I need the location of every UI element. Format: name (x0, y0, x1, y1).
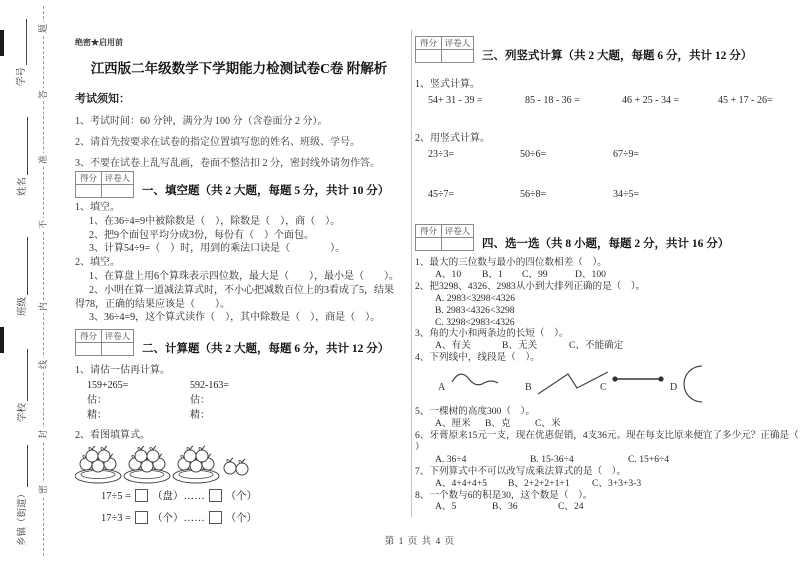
right-column (415, 0, 799, 513)
class-blank (18, 237, 28, 295)
option: B、2+2+2+1+1 (508, 477, 570, 489)
score-value-cell (416, 50, 442, 63)
choice-question: 4、下列线中，线段是（ ）。 (415, 352, 540, 364)
option: A、有关 (435, 340, 471, 352)
option: C、米 (535, 418, 561, 430)
seal-char: 线 (38, 360, 48, 370)
choice-options (415, 454, 787, 466)
score-box (75, 171, 134, 198)
score-box (415, 224, 474, 251)
option: A、5 (435, 501, 457, 513)
option: A. 36÷4 (435, 453, 467, 465)
question-label: 1、请估一估再计算。 (75, 365, 170, 377)
option: A、4+4+4+5 (435, 477, 487, 489)
score-box (415, 36, 474, 63)
student-id-label: 学号 (17, 66, 27, 86)
fill-item: 2、把9个面包平均分成3份，每份有（ ）个面包。 (89, 229, 314, 241)
section3-header-row (415, 36, 787, 63)
remainder-dots: …… (183, 513, 205, 525)
left-column (75, 0, 403, 529)
choice-question: 2、把3298、4326、2983从小到大排列正确的是（ ）。 (415, 280, 646, 292)
grader-label-cell: 评卷人 (442, 37, 474, 50)
township-label: 乡镇（街道） (18, 488, 28, 546)
unit-label: （个） (225, 491, 258, 503)
expression: 56÷8= (520, 189, 547, 200)
grader-label-cell: 评卷人 (102, 330, 134, 343)
notice-item: 1、考试时间：60 分钟，满分为 100 分（含卷面分 2 分）。 (75, 116, 328, 127)
segment-endpoint (612, 377, 617, 382)
zigzag-line (538, 372, 608, 394)
segment-endpoint (658, 377, 663, 382)
unit-label: （盘） (152, 491, 184, 503)
equation-lhs: 17÷3 = (101, 513, 132, 525)
township-field (14, 440, 28, 546)
vertical-calc-row (415, 95, 787, 106)
registration-mark (0, 327, 4, 353)
school-blank (18, 349, 28, 401)
question-label: 2、看图填算式。 (75, 430, 150, 442)
choice-question: 6、牙膏原来15元一支，现在优惠促销，4支36元。现在每支比原来便宜了多少元？正确是（ (415, 429, 799, 441)
option: B. 2983<4326<3298 (435, 304, 515, 316)
score-value-cell (416, 238, 442, 251)
unit-label: （个） (152, 513, 184, 525)
calc-column (87, 378, 190, 423)
score-label-cell: 得分 (416, 225, 442, 238)
school-label: 学校 (18, 402, 28, 422)
score-label-cell: 得分 (76, 330, 102, 343)
answer-box (209, 489, 222, 502)
column-divider (411, 30, 412, 517)
division-equation-2 (101, 510, 403, 529)
division-equation-1 (101, 488, 403, 507)
choice-options (415, 269, 787, 281)
score-label-cell: 得分 (416, 37, 442, 50)
expression: 45÷7= (428, 189, 455, 200)
exam-notice-heading: 考试须知： (75, 93, 130, 105)
class-field (14, 232, 28, 316)
seal-char: 答 (38, 90, 48, 100)
expression: 592-163= (190, 380, 229, 392)
class-label: 班级 (18, 296, 28, 316)
fill-item: 3、36÷4=9，这个算式读作（ ），其中除数是（ ），商是（ ）。 (89, 312, 381, 324)
option: B、36 (492, 501, 518, 513)
page-title: 江西版二年级数学下学期能力检测试卷C卷 附解析 (90, 61, 388, 76)
choice-options (415, 501, 787, 513)
option: C. 3298<2983<4326 (435, 316, 515, 328)
option: A. 2983<3298<4326 (435, 292, 516, 304)
score-label-cell: 得分 (76, 172, 102, 185)
option: C、不能确定 (569, 340, 624, 352)
question-label: 1、填空。 (75, 202, 120, 213)
equation-lhs: 17÷5 = (101, 491, 132, 503)
multiple-choice-block (415, 257, 799, 513)
division-calc-row (415, 149, 787, 160)
unit-label: （个） (225, 513, 258, 525)
fruit-plates-figure (75, 443, 325, 485)
expression: 50÷6= (520, 149, 547, 160)
option: B、克 (485, 418, 511, 430)
option: B、无关 (502, 340, 538, 352)
figure-label: B (525, 382, 532, 394)
expression: 85 - 18 - 36 = (525, 95, 580, 106)
section4-heading: 四、选一选（共 8 小题，每题 2 分，共计 16 分） (482, 238, 730, 250)
grader-value-cell (102, 185, 134, 198)
choice-question: 3、角的大小和两条边的长短（ ）。 (415, 328, 569, 340)
option: A、厘米 (435, 418, 471, 430)
option: C、3+3+3-3 (592, 477, 642, 489)
student-name-label: 姓名 (18, 176, 28, 196)
option: C、99 (522, 268, 548, 280)
choice-question: 1、最大的三位数与最小的四位数相差（ ）。 (415, 257, 607, 268)
section3-heading: 三、列竖式计算（共 2 大题，每题 6 分，共计 12 分） (482, 50, 753, 62)
seal-char: 不 (38, 220, 48, 230)
student-id-field (13, 16, 27, 86)
calc-column (190, 378, 229, 423)
seal-char: 密 (38, 485, 48, 495)
score-box (75, 329, 134, 356)
seal-char: 内 (38, 302, 48, 312)
choice-question: 5、一棵树的高度300（ ）。 (415, 406, 535, 418)
expression: 54+ 31 - 39 = (428, 95, 483, 106)
section4-header-row (415, 224, 787, 251)
classification-banner: 绝密★启用前 (75, 38, 123, 47)
school-field (14, 344, 28, 422)
section2-header-row (75, 329, 403, 356)
figure-label: A (438, 382, 446, 394)
answer-box (209, 511, 222, 524)
answer-box (135, 511, 148, 524)
choice-question: 8、一个数与6的积是30，这个数是（ ）。 (415, 489, 593, 501)
question-label: 2、填空。 (75, 257, 120, 269)
section1-header-row (75, 171, 403, 198)
grader-value-cell (442, 238, 474, 251)
section2-heading: 二、计算题（共 2 大题，每题 6 分，共计 12 分） (142, 343, 390, 356)
question-label: 1、竖式计算。 (415, 79, 480, 90)
page-number: 第 1 页 共 4 页 (384, 537, 456, 547)
figure-label: D (670, 382, 678, 394)
line-types-figure (430, 364, 730, 406)
expression: 67÷9= (613, 149, 640, 160)
score-value-cell (76, 185, 102, 198)
answer-box (135, 489, 148, 502)
option: C. 15+6÷4 (628, 453, 670, 465)
choice-options (415, 418, 787, 430)
fill-item: 3、计算54÷9=（ ）时，用到的乘法口诀是（ ）。 (89, 243, 346, 255)
fill-item: 1、在算盘上用6个算珠表示四位数，最大是（ ），最小是（ ）。 (89, 270, 399, 282)
student-name-blank (18, 117, 28, 175)
grader-value-cell (102, 343, 134, 356)
expression: 45 + 17 - 26= (718, 95, 773, 106)
fill-in-questions (75, 201, 403, 325)
choice-question-continuation: ） (415, 441, 425, 453)
estimate-label: 估： (190, 395, 210, 407)
section1-heading: 一、填空题（共 2 大题，每题 5 分，共计 10 分） (142, 185, 390, 197)
option: A、10 (435, 268, 462, 280)
option: B. 15-36÷4 (530, 453, 574, 465)
grader-label-cell: 评卷人 (442, 225, 474, 238)
estimate-calc-grid (87, 378, 403, 423)
choice-options (415, 478, 787, 490)
notice-item: 2、请首先按要求在试卷的指定位置填写您的姓名、班级、学号。 (75, 137, 360, 148)
expression: 34÷5= (613, 189, 640, 200)
notice-item: 3、不要在试卷上乱写乱画，卷面不整洁扣 2 分，密封线外请勿作答。 (75, 158, 380, 169)
seal-char: 准 (38, 155, 48, 165)
grader-value-cell (442, 50, 474, 63)
score-value-cell (76, 343, 102, 356)
choice-question: 7、下列算式中不可以改写成乘法算式的是（ ）。 (415, 465, 627, 477)
seal-char: 题 (38, 24, 48, 34)
question-label: 2、用竖式计算。 (415, 133, 490, 144)
fill-item: 2、小明在算一道减法算式时，不小心把减数百位上的3看成了5，结果得78，正确的结果应该是（ ）。 (75, 284, 394, 310)
wavy-line (452, 374, 498, 385)
expression: 46 + 25 - 34 = (622, 95, 680, 106)
option: C、24 (558, 501, 584, 513)
student-id-blank (17, 19, 27, 65)
estimate-label: 估： (87, 395, 107, 407)
option: B、1 (482, 268, 503, 280)
township-blank (18, 445, 28, 487)
registration-mark (0, 30, 4, 56)
remainder-dots: …… (183, 491, 205, 503)
choice-options (415, 340, 787, 352)
expression: 159+265= (87, 380, 129, 392)
option: D、100 (575, 268, 606, 280)
division-calc-row (415, 189, 787, 200)
fill-item: 1、在36÷4=9中被除数是（ ），除数是（ ），商（ ）。 (89, 215, 341, 227)
exact-label: 精： (87, 410, 107, 422)
exact-label: 精： (190, 410, 210, 422)
expression: 23÷3= (428, 149, 455, 160)
grader-label-cell: 评卷人 (102, 172, 134, 185)
arc-curve (684, 366, 702, 402)
figure-label: C (600, 382, 607, 394)
student-name-field (14, 112, 28, 196)
seal-char: 封 (38, 430, 48, 440)
